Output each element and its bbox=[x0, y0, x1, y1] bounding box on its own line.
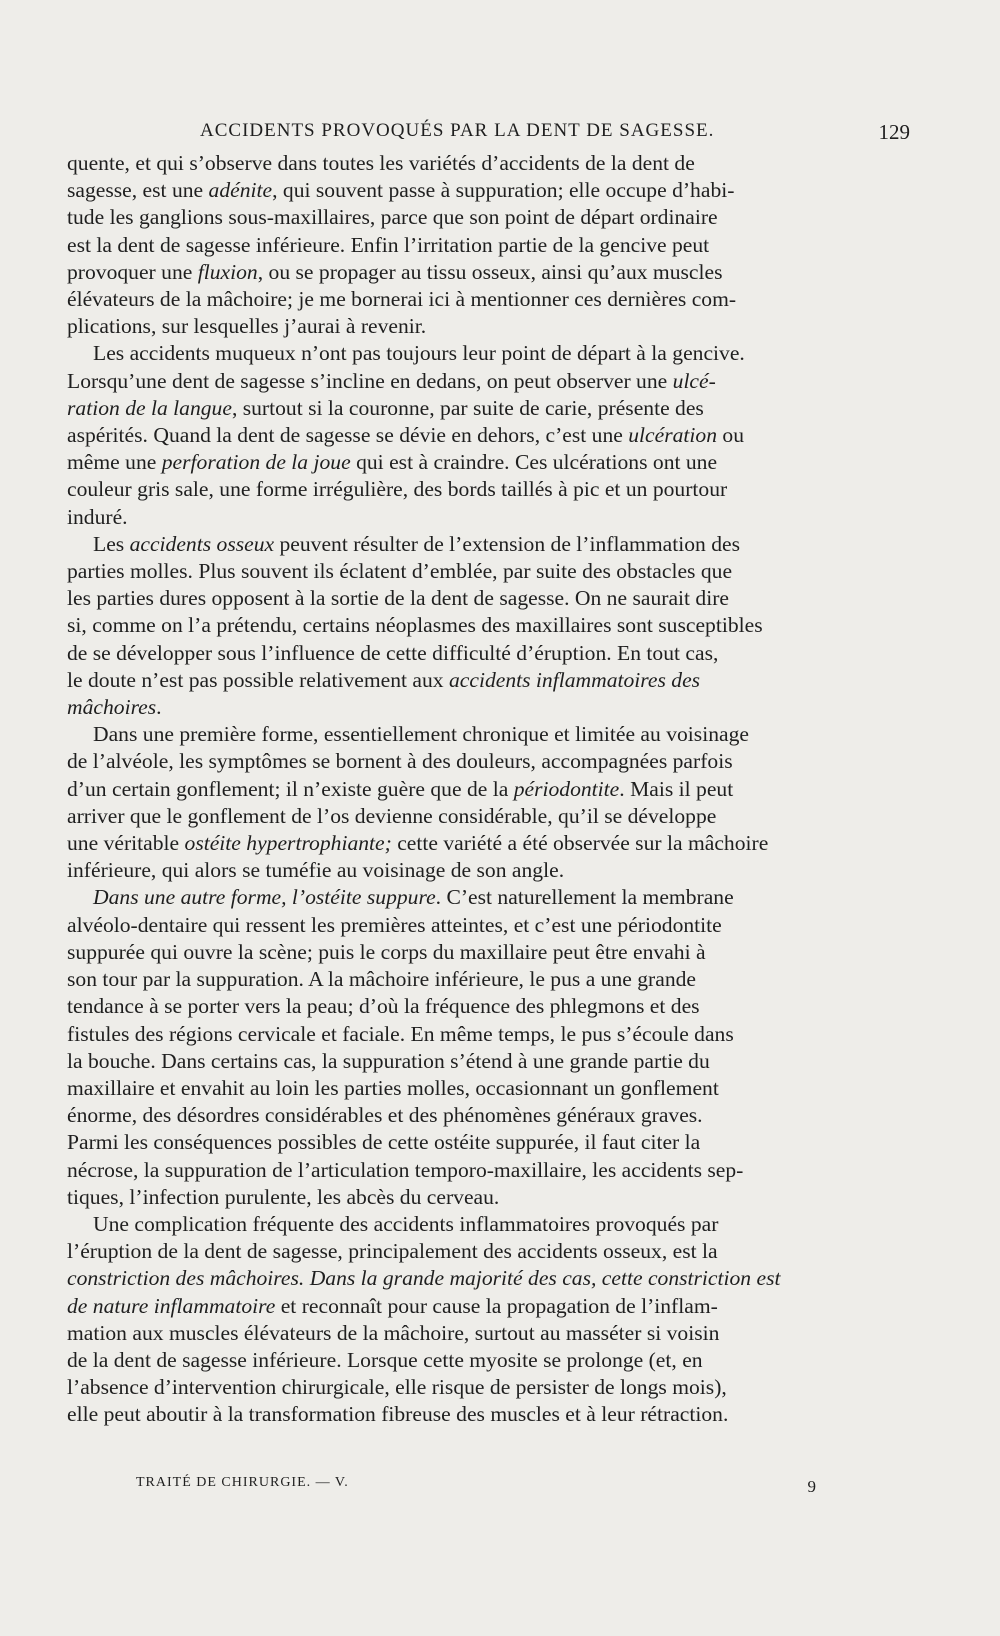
text-line bbox=[67, 1374, 889, 1401]
text-run: la bouche. Dans certains cas, la suppuration s’étend à une grande partie du bbox=[67, 1048, 710, 1073]
italic-text: Dans une autre forme, l’ostéite suppure bbox=[93, 885, 436, 910]
text-line bbox=[67, 449, 889, 476]
body-text bbox=[67, 150, 889, 1429]
text-line bbox=[67, 395, 889, 422]
text-line bbox=[67, 803, 889, 830]
text-line bbox=[67, 1102, 889, 1129]
text-run: si, comme on l’a prétendu, certains néoplasmes des maxillaires sont susceptibles bbox=[67, 613, 763, 638]
text-run: mation aux muscles élévateurs de la mâchoire, surtout au masséter si voisin bbox=[67, 1320, 720, 1345]
text-run: Les bbox=[93, 531, 130, 556]
text-line bbox=[67, 1129, 889, 1156]
text-line bbox=[67, 1265, 889, 1292]
text-run: d’un certain gonflement; il n’existe guère que de la bbox=[67, 776, 514, 801]
text-run: énorme, des désordres considérables et des phénomènes généraux graves. bbox=[67, 1103, 703, 1128]
text-run: , qui souvent passe à suppuration; elle occupe d’habi- bbox=[272, 178, 735, 203]
text-run: . C’est naturellement la membrane bbox=[435, 885, 734, 910]
text-line bbox=[67, 313, 889, 340]
text-line bbox=[67, 422, 889, 449]
italic-text: accidents inflammatoires des bbox=[448, 667, 701, 692]
text-line bbox=[67, 1184, 889, 1211]
text-line bbox=[67, 694, 889, 721]
text-line bbox=[67, 1401, 889, 1428]
text-run: induré. bbox=[67, 504, 128, 529]
text-run: . Mais il peut bbox=[619, 776, 734, 801]
text-run: de la dent de sagesse inférieure. Lorsque cette myosite se prolonge (et, en bbox=[67, 1347, 703, 1372]
text-line bbox=[67, 1320, 889, 1347]
text-run: tiques, l’infection purulente, les abcès du cerveau. bbox=[67, 1184, 500, 1209]
text-line bbox=[67, 721, 889, 748]
text-run: arriver que le gonflement de l’os devienne considérable, qu’il se développe bbox=[67, 803, 717, 828]
text-line bbox=[67, 232, 889, 259]
text-run: alvéolo-dentaire qui ressent les premières atteintes, et c’est une périodontite bbox=[67, 912, 722, 937]
italic-text: ulcération bbox=[628, 423, 718, 448]
text-run: le doute n’est pas possible relativement aux bbox=[67, 667, 449, 692]
text-run: . bbox=[156, 695, 162, 720]
text-run: peuvent résulter de l’extension de l’inflammation des bbox=[274, 531, 741, 556]
text-run: maxillaire et envahit au loin les parties molles, occasionnant un gonflement bbox=[67, 1075, 719, 1100]
italic-text: fluxion bbox=[197, 259, 258, 284]
text-run: couleur gris sale, une forme irrégulière, des bords taillés à pic et un pourtour bbox=[67, 477, 728, 502]
text-run: aspérités. Quand la dent de sagesse se dévie en dehors, c’est une bbox=[67, 423, 629, 448]
text-run: l’éruption de la dent de sagesse, principalement des accidents osseux, est la bbox=[67, 1239, 718, 1264]
text-line bbox=[67, 1238, 889, 1265]
text-line bbox=[67, 884, 889, 911]
text-line bbox=[67, 830, 889, 857]
italic-text: ration de la langue bbox=[67, 395, 232, 420]
text-line bbox=[67, 993, 889, 1020]
italic-text: perforation de la joue bbox=[161, 450, 351, 475]
text-line bbox=[67, 1021, 889, 1048]
italic-text: périodontite bbox=[513, 776, 620, 801]
text-run: , surtout si la couronne, par suite de carie, présente des bbox=[231, 395, 704, 420]
text-run: nécrose, la suppuration de l’articulation temporo-maxillaire, les accidents sep- bbox=[67, 1157, 744, 1182]
text-run: une véritable bbox=[67, 831, 185, 856]
text-line bbox=[67, 1211, 889, 1238]
text-line bbox=[67, 612, 889, 639]
text-line bbox=[67, 1075, 889, 1102]
text-line bbox=[67, 776, 889, 803]
italic-text: de nature inflammatoire bbox=[67, 1293, 276, 1318]
text-run: tendance à se porter vers la peau; d’où la fréquence des phlegmons et des bbox=[67, 994, 700, 1019]
text-line bbox=[67, 640, 889, 667]
text-run: Une complication fréquente des accidents inflammatoires provoqués par bbox=[93, 1211, 719, 1236]
text-line bbox=[67, 204, 889, 231]
text-run: et reconnaît pour cause la propagation de l’inflam- bbox=[275, 1293, 718, 1318]
text-line bbox=[67, 1293, 889, 1320]
footer-signature: TRAITÉ DE CHIRURGIE. — V. bbox=[136, 1475, 349, 1490]
text-line bbox=[67, 966, 889, 993]
text-run: l’absence d’intervention chirurgicale, elle risque de persister de longs mois), bbox=[67, 1375, 727, 1400]
text-line bbox=[67, 368, 889, 395]
text-run: les parties dures opposent à la sortie de la dent de sagesse. On ne saurait dire bbox=[67, 586, 729, 611]
text-line bbox=[67, 912, 889, 939]
text-run: Dans une première forme, essentiellement chronique et limitée au voisinage bbox=[93, 722, 749, 747]
text-run: parties molles. Plus souvent ils éclatent d’emblée, par suite des obstacles que bbox=[67, 559, 733, 584]
text-run: Parmi les conséquences possibles de cette ostéite suppurée, il faut citer la bbox=[67, 1130, 701, 1155]
text-run: plications, sur lesquelles j’aurai à revenir. bbox=[67, 314, 427, 339]
text-line bbox=[67, 177, 889, 204]
text-line bbox=[67, 531, 889, 558]
text-line bbox=[67, 150, 889, 177]
italic-text: ulcé- bbox=[672, 368, 716, 393]
text-run: , ou se propager au tissu osseux, ainsi qu’aux muscles bbox=[257, 259, 723, 284]
text-run: cette variété a été observée sur la mâchoire bbox=[391, 831, 769, 856]
text-run: suppurée qui ouvre la scène; puis le corps du maxillaire peut être envahi à bbox=[67, 939, 706, 964]
text-run: quente, et qui s’observe dans toutes les variétés d’accidents de la dent de bbox=[67, 151, 695, 175]
text-line bbox=[67, 286, 889, 313]
text-run: inférieure, qui alors se tuméfie au voisinage de son angle. bbox=[67, 858, 565, 883]
sheet-number: 9 bbox=[807, 1477, 816, 1496]
text-line bbox=[67, 857, 889, 884]
text-line bbox=[67, 1347, 889, 1374]
text-line bbox=[67, 476, 889, 503]
text-run: tude les ganglions sous-maxillaires, parce que son point de départ ordinaire bbox=[67, 205, 718, 230]
text-run: qui est à craindre. Ces ulcérations ont une bbox=[350, 450, 718, 475]
text-run: élévateurs de la mâchoire; je me bornerai ici à mentionner ces dernières com- bbox=[67, 287, 737, 312]
text-run: provoquer une bbox=[67, 259, 198, 284]
text-line bbox=[67, 1157, 889, 1184]
text-line bbox=[67, 340, 889, 367]
text-run: son tour par la suppuration. A la mâchoire inférieure, le pus a une grande bbox=[67, 967, 697, 992]
text-run: est la dent de sagesse inférieure. Enfin l’irritation partie de la gencive peut bbox=[67, 232, 710, 257]
text-line bbox=[67, 748, 889, 775]
italic-text: constriction des mâchoires. Dans la grande majorité des cas, cette constriction est bbox=[67, 1266, 781, 1291]
text-line bbox=[67, 558, 889, 585]
text-line bbox=[67, 585, 889, 612]
page-header bbox=[200, 120, 910, 150]
text-run: même une bbox=[67, 450, 162, 475]
text-line bbox=[67, 259, 889, 286]
text-run: ou bbox=[717, 423, 745, 448]
text-run: elle peut aboutir à la transformation fibreuse des muscles et à leur rétraction. bbox=[67, 1402, 729, 1427]
text-line bbox=[67, 1048, 889, 1075]
text-run: Lorsqu’une dent de sagesse s’incline en dedans, on peut observer une bbox=[67, 368, 673, 393]
italic-text: accidents osseux bbox=[129, 531, 275, 556]
page-footer bbox=[136, 1475, 816, 1505]
running-title: ACCIDENTS PROVOQUÉS PAR LA DENT DE SAGESSE. bbox=[200, 120, 715, 141]
text-run: de l’alvéole, les symptômes se bornent à des douleurs, accompagnées parfois bbox=[67, 749, 733, 774]
text-line bbox=[67, 504, 889, 531]
text-run: de se développer sous l’influence de cette difficulté d’éruption. En tout cas, bbox=[67, 640, 719, 665]
italic-text: adénite bbox=[208, 178, 273, 203]
page-number: 129 bbox=[878, 120, 910, 144]
text-run: sagesse, est une bbox=[67, 178, 209, 203]
text-run: fistules des régions cervicale et faciale. En même temps, le pus s’écoule dans bbox=[67, 1021, 734, 1046]
text-run: Les accidents muqueux n’ont pas toujours leur point de départ à la gencive. bbox=[93, 341, 745, 366]
text-line bbox=[67, 939, 889, 966]
italic-text: mâchoires bbox=[67, 695, 157, 720]
text-line bbox=[67, 667, 889, 694]
italic-text: ostéite hypertrophiante; bbox=[184, 831, 392, 856]
